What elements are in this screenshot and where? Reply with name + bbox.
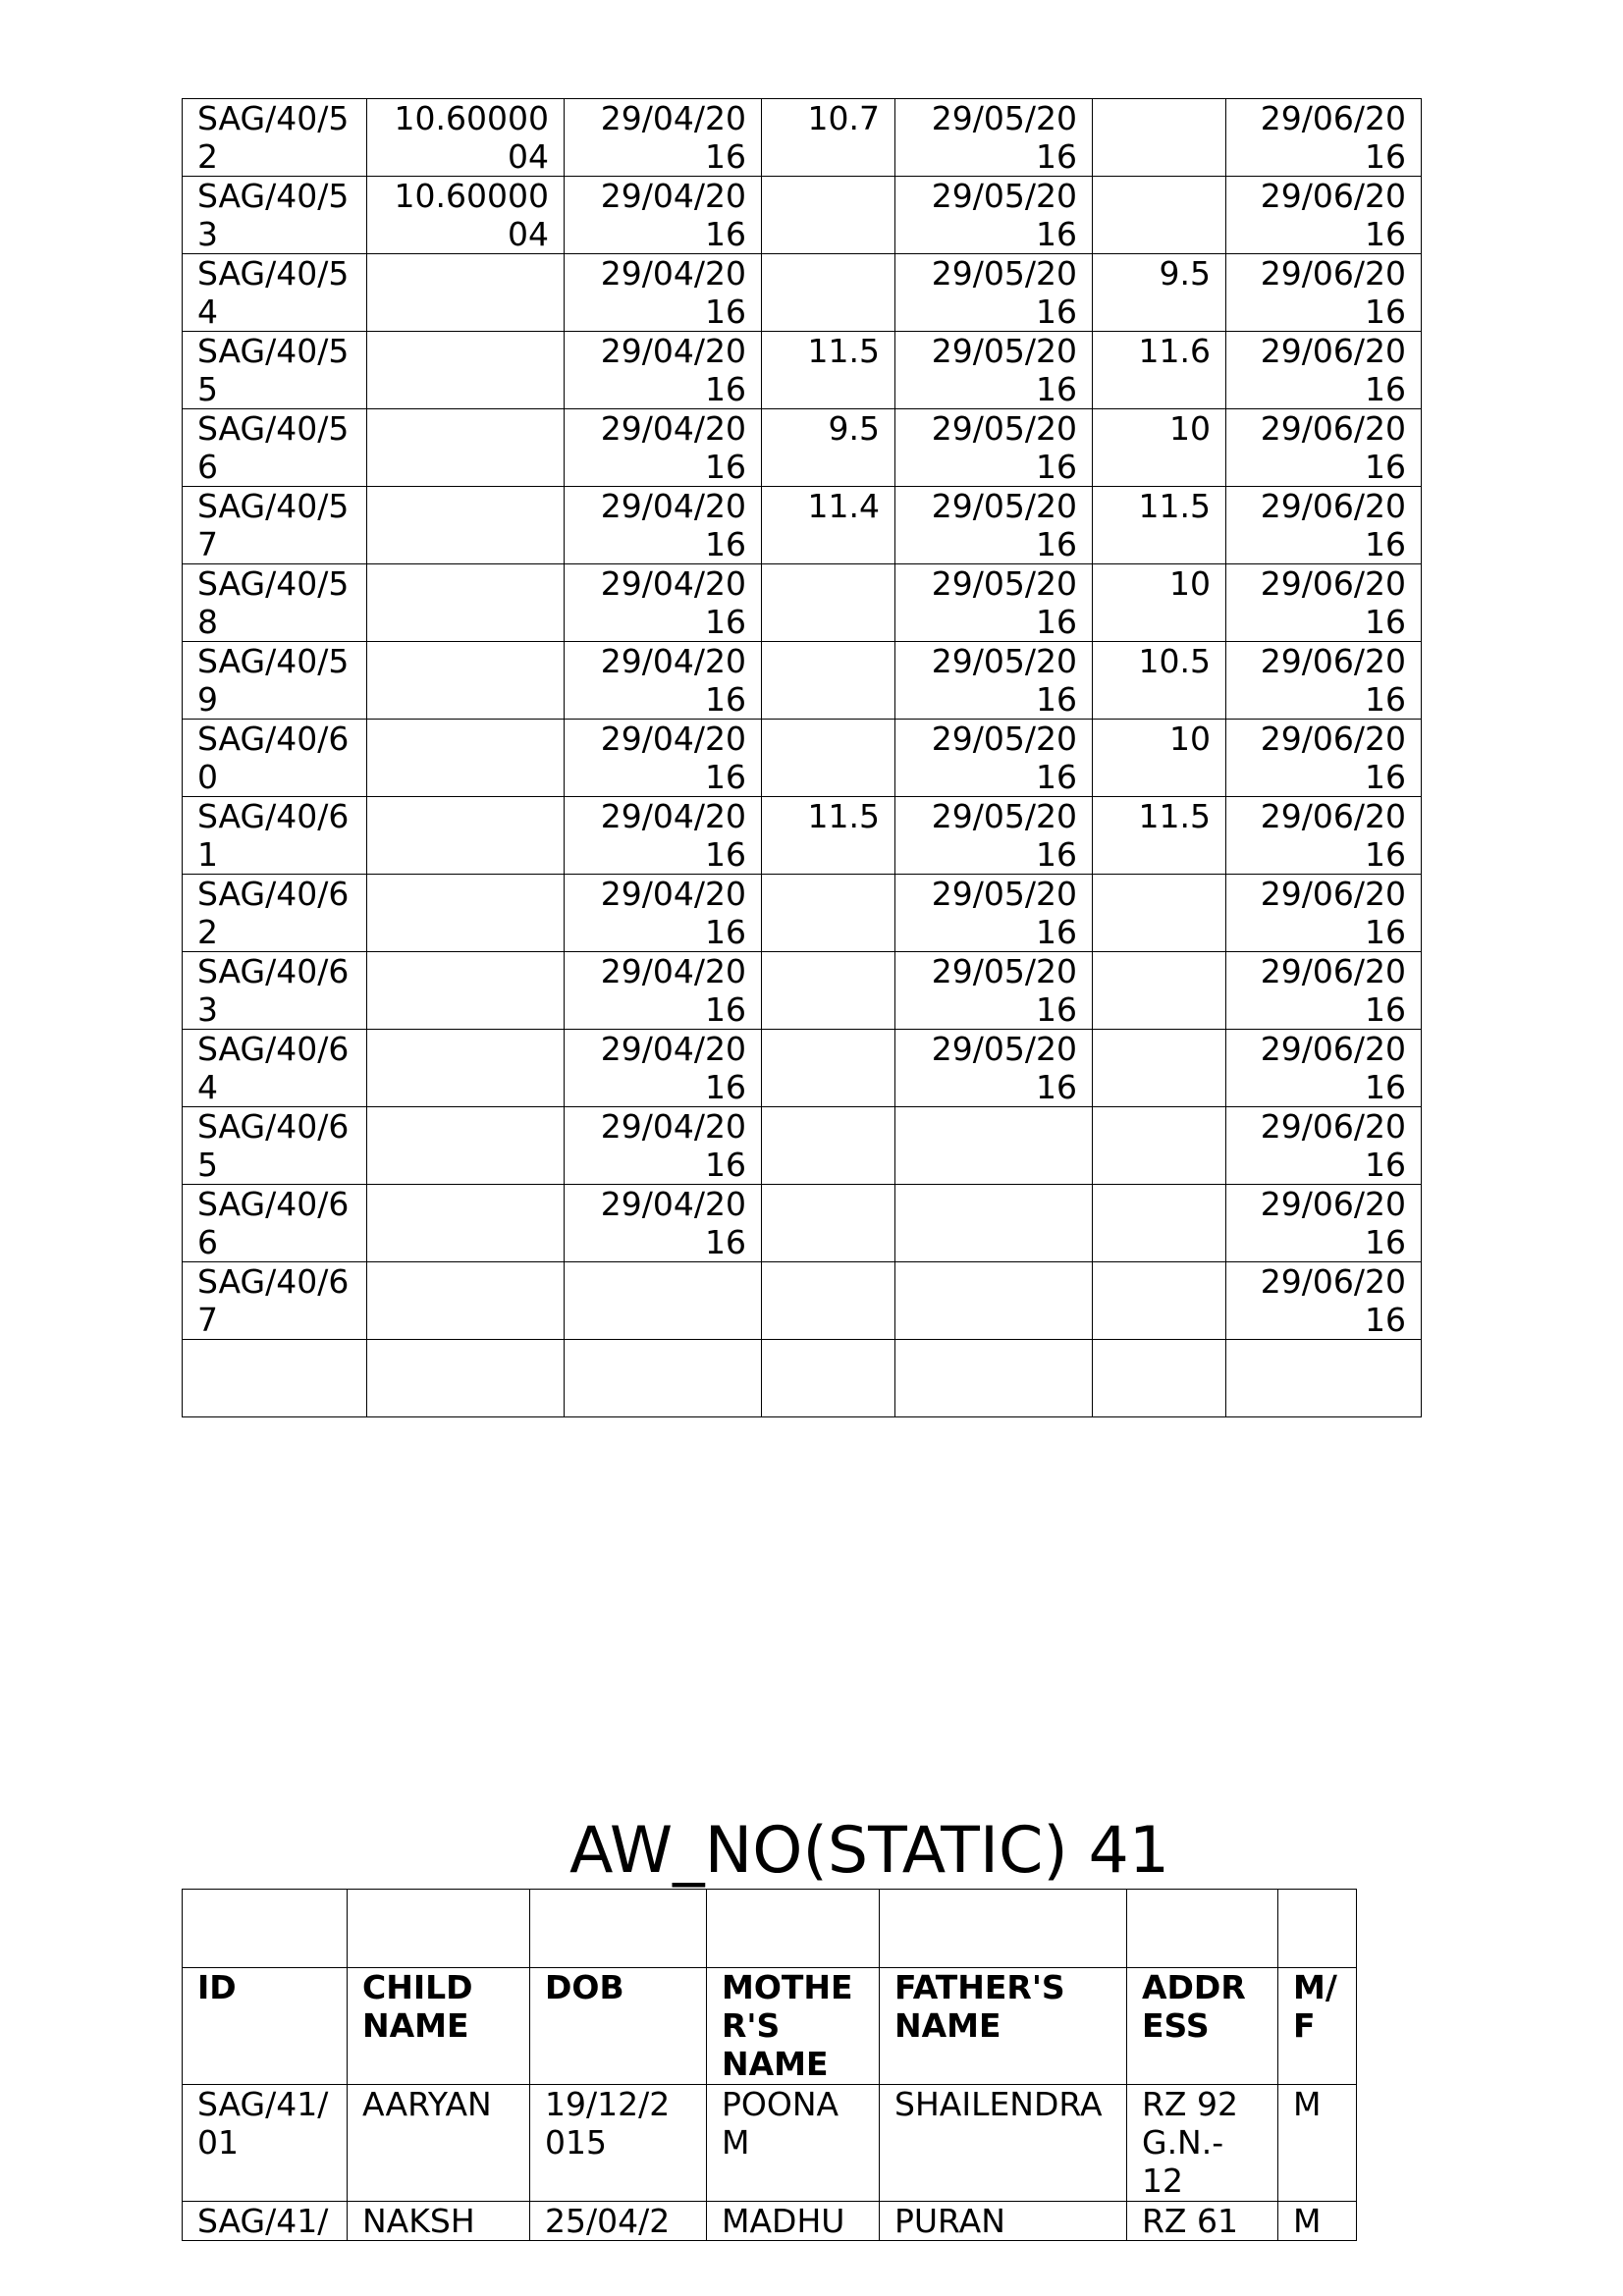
cell-id: SAG/40/5 7	[183, 487, 367, 564]
cell-date-3: 29/06/20 16	[1226, 487, 1422, 564]
cell-id: SAG/40/5 2	[183, 99, 367, 177]
measurement-table	[182, 98, 1422, 1417]
cell-id: SAG/40/6 1	[183, 797, 367, 875]
table-row	[183, 2085, 1357, 2202]
table-cell	[530, 1890, 707, 1968]
cell-date-3: 29/06/20 16	[1226, 720, 1422, 797]
cell-weight-3	[1093, 1262, 1226, 1340]
cell-date-3: 29/06/20 16	[1226, 875, 1422, 952]
cell-dob: 19/12/2 015	[530, 2085, 707, 2202]
table-row	[183, 1107, 1422, 1185]
header-id: ID	[183, 1968, 348, 2085]
cell-date-2: 29/05/20 16	[895, 487, 1093, 564]
cell-date-2: 29/05/20 16	[895, 177, 1093, 254]
table-row	[183, 952, 1422, 1030]
table-cell	[348, 1890, 530, 1968]
cell-date-3: 29/06/20 16	[1226, 1107, 1422, 1185]
table-row	[183, 875, 1422, 952]
cell-date-3: 29/06/20 16	[1226, 254, 1422, 332]
cell-date-2: 29/05/20 16	[895, 720, 1093, 797]
cell-id: SAG/40/6 0	[183, 720, 367, 797]
table-row-empty	[183, 1890, 1357, 1968]
table-cell	[1127, 1890, 1278, 1968]
cell-date-3: 29/06/20 16	[1226, 99, 1422, 177]
cell-weight-2	[762, 1107, 895, 1185]
cell-date-3: 29/06/20 16	[1226, 642, 1422, 720]
cell-date-1: 29/04/20 16	[565, 797, 762, 875]
cell-weight-2	[762, 1262, 895, 1340]
cell-weight-1	[367, 254, 565, 332]
table-row	[183, 564, 1422, 642]
cell-weight-3: 11.5	[1093, 487, 1226, 564]
cell-mothers-name: POONA M	[707, 2085, 880, 2202]
table-cell	[183, 1890, 348, 1968]
cell-mothers-name: MADHU	[707, 2202, 880, 2241]
table-cell	[880, 1890, 1127, 1968]
cell-date-2: 29/05/20 16	[895, 409, 1093, 487]
table-row	[183, 1030, 1422, 1107]
cell-weight-2	[762, 1185, 895, 1262]
cell-weight-1	[367, 1340, 565, 1417]
cell-date-2	[895, 1185, 1093, 1262]
cell-id: SAG/40/6 2	[183, 875, 367, 952]
table-row	[183, 642, 1422, 720]
header-fathers-name: FATHER'S NAME	[880, 1968, 1127, 2085]
cell-date-1: 29/04/20 16	[565, 177, 762, 254]
cell-weight-3	[1093, 1107, 1226, 1185]
cell-weight-1	[367, 1262, 565, 1340]
cell-child-name: AARYAN	[348, 2085, 530, 2202]
table-row	[183, 1340, 1422, 1417]
header-address: ADDR ESS	[1127, 1968, 1278, 2085]
cell-dob: 25/04/2	[530, 2202, 707, 2241]
table-row	[183, 487, 1422, 564]
table-row	[183, 1185, 1422, 1262]
cell-address: RZ 61	[1127, 2202, 1278, 2241]
cell-weight-3: 10	[1093, 720, 1226, 797]
cell-weight-1: 10.60000 04	[367, 177, 565, 254]
cell-id: SAG/40/5 9	[183, 642, 367, 720]
cell-id: SAG/41/ 01	[183, 2085, 348, 2202]
cell-weight-2: 11.5	[762, 797, 895, 875]
table-row	[183, 177, 1422, 254]
cell-id: SAG/40/5 3	[183, 177, 367, 254]
cell-date-3: 29/06/20 16	[1226, 409, 1422, 487]
cell-id: SAG/41/	[183, 2202, 348, 2241]
cell-weight-1	[367, 1030, 565, 1107]
cell-weight-2: 9.5	[762, 409, 895, 487]
cell-fathers-name: SHAILENDRA	[880, 2085, 1127, 2202]
table-row	[183, 2202, 1357, 2241]
table-row	[183, 1262, 1422, 1340]
cell-weight-3	[1093, 1185, 1226, 1262]
cell-date-3: 29/06/20 16	[1226, 797, 1422, 875]
cell-date-3	[1226, 1340, 1422, 1417]
cell-gender: M	[1278, 2085, 1357, 2202]
cell-weight-3	[1093, 1030, 1226, 1107]
cell-id: SAG/40/5 4	[183, 254, 367, 332]
cell-date-1	[565, 1262, 762, 1340]
table-row	[183, 797, 1422, 875]
cell-weight-3: 10	[1093, 564, 1226, 642]
cell-date-1: 29/04/20 16	[565, 1030, 762, 1107]
cell-date-1: 29/04/20 16	[565, 1107, 762, 1185]
cell-weight-1	[367, 1107, 565, 1185]
cell-id	[183, 1340, 367, 1417]
cell-weight-2: 11.4	[762, 487, 895, 564]
cell-id: SAG/40/6 4	[183, 1030, 367, 1107]
cell-address: RZ 92 G.N.- 12	[1127, 2085, 1278, 2202]
cell-weight-3	[1093, 875, 1226, 952]
cell-date-2: 29/05/20 16	[895, 1030, 1093, 1107]
cell-date-1: 29/04/20 16	[565, 875, 762, 952]
cell-id: SAG/40/6 6	[183, 1185, 367, 1262]
cell-date-2	[895, 1262, 1093, 1340]
table-row	[183, 720, 1422, 797]
cell-weight-2	[762, 875, 895, 952]
cell-weight-3	[1093, 952, 1226, 1030]
cell-date-3: 29/06/20 16	[1226, 177, 1422, 254]
section-title: AW_NO(STATIC) 41	[569, 1814, 1170, 1888]
cell-weight-2	[762, 952, 895, 1030]
cell-date-2: 29/05/20 16	[895, 952, 1093, 1030]
cell-date-3: 29/06/20 16	[1226, 1262, 1422, 1340]
cell-weight-2	[762, 642, 895, 720]
header-dob: DOB	[530, 1968, 707, 2085]
cell-id: SAG/40/5 8	[183, 564, 367, 642]
cell-weight-2	[762, 720, 895, 797]
cell-date-1: 29/04/20 16	[565, 952, 762, 1030]
cell-date-2	[895, 1107, 1093, 1185]
cell-date-2: 29/05/20 16	[895, 875, 1093, 952]
cell-date-2: 29/05/20 16	[895, 642, 1093, 720]
cell-weight-1	[367, 332, 565, 409]
table-row	[183, 99, 1422, 177]
cell-date-3: 29/06/20 16	[1226, 952, 1422, 1030]
cell-id: SAG/40/6 7	[183, 1262, 367, 1340]
cell-weight-2	[762, 1340, 895, 1417]
cell-date-2: 29/05/20 16	[895, 99, 1093, 177]
table-cell	[707, 1890, 880, 1968]
cell-date-2: 29/05/20 16	[895, 564, 1093, 642]
cell-weight-1	[367, 875, 565, 952]
cell-fathers-name: PURAN	[880, 2202, 1127, 2241]
cell-date-1: 29/04/20 16	[565, 642, 762, 720]
cell-gender: M	[1278, 2202, 1357, 2241]
cell-weight-2	[762, 177, 895, 254]
cell-weight-3: 10.5	[1093, 642, 1226, 720]
header-gender: M/ F	[1278, 1968, 1357, 2085]
cell-date-1: 29/04/20 16	[565, 99, 762, 177]
cell-weight-1	[367, 409, 565, 487]
table-cell	[1278, 1890, 1357, 1968]
cell-id: SAG/40/5 5	[183, 332, 367, 409]
cell-date-2: 29/05/20 16	[895, 797, 1093, 875]
cell-weight-3	[1093, 177, 1226, 254]
cell-weight-1	[367, 952, 565, 1030]
cell-weight-3: 9.5	[1093, 254, 1226, 332]
cell-date-1: 29/04/20 16	[565, 254, 762, 332]
cell-weight-1	[367, 642, 565, 720]
cell-date-2: 29/05/20 16	[895, 254, 1093, 332]
table-row	[183, 409, 1422, 487]
cell-date-1: 29/04/20 16	[565, 332, 762, 409]
cell-date-3: 29/06/20 16	[1226, 1030, 1422, 1107]
cell-date-1: 29/04/20 16	[565, 720, 762, 797]
cell-weight-1: 10.60000 04	[367, 99, 565, 177]
cell-weight-2	[762, 254, 895, 332]
header-mothers-name: MOTHE R'S NAME	[707, 1968, 880, 2085]
cell-weight-1	[367, 1185, 565, 1262]
cell-weight-2	[762, 1030, 895, 1107]
cell-weight-3	[1093, 1340, 1226, 1417]
cell-weight-1	[367, 720, 565, 797]
cell-date-2	[895, 1340, 1093, 1417]
cell-weight-3: 11.5	[1093, 797, 1226, 875]
cell-weight-3: 11.6	[1093, 332, 1226, 409]
cell-date-3: 29/06/20 16	[1226, 564, 1422, 642]
cell-weight-1	[367, 487, 565, 564]
cell-date-1: 29/04/20 16	[565, 564, 762, 642]
cell-weight-2: 10.7	[762, 99, 895, 177]
cell-date-1: 29/04/20 16	[565, 1185, 762, 1262]
header-child-name: CHILD NAME	[348, 1968, 530, 2085]
child-register-table	[182, 1889, 1357, 2241]
cell-weight-3: 10	[1093, 409, 1226, 487]
cell-weight-1	[367, 564, 565, 642]
cell-date-1: 29/04/20 16	[565, 409, 762, 487]
cell-date-3: 29/06/20 16	[1226, 332, 1422, 409]
cell-weight-3	[1093, 99, 1226, 177]
cell-date-1: 29/04/20 16	[565, 487, 762, 564]
table-row	[183, 254, 1422, 332]
cell-date-2: 29/05/20 16	[895, 332, 1093, 409]
cell-weight-2	[762, 564, 895, 642]
table-header-row	[183, 1968, 1357, 2085]
cell-id: SAG/40/6 5	[183, 1107, 367, 1185]
cell-date-1	[565, 1340, 762, 1417]
table-row	[183, 332, 1422, 409]
cell-id: SAG/40/6 3	[183, 952, 367, 1030]
cell-weight-2: 11.5	[762, 332, 895, 409]
cell-child-name: NAKSH	[348, 2202, 530, 2241]
cell-weight-1	[367, 797, 565, 875]
cell-date-3: 29/06/20 16	[1226, 1185, 1422, 1262]
cell-id: SAG/40/5 6	[183, 409, 367, 487]
